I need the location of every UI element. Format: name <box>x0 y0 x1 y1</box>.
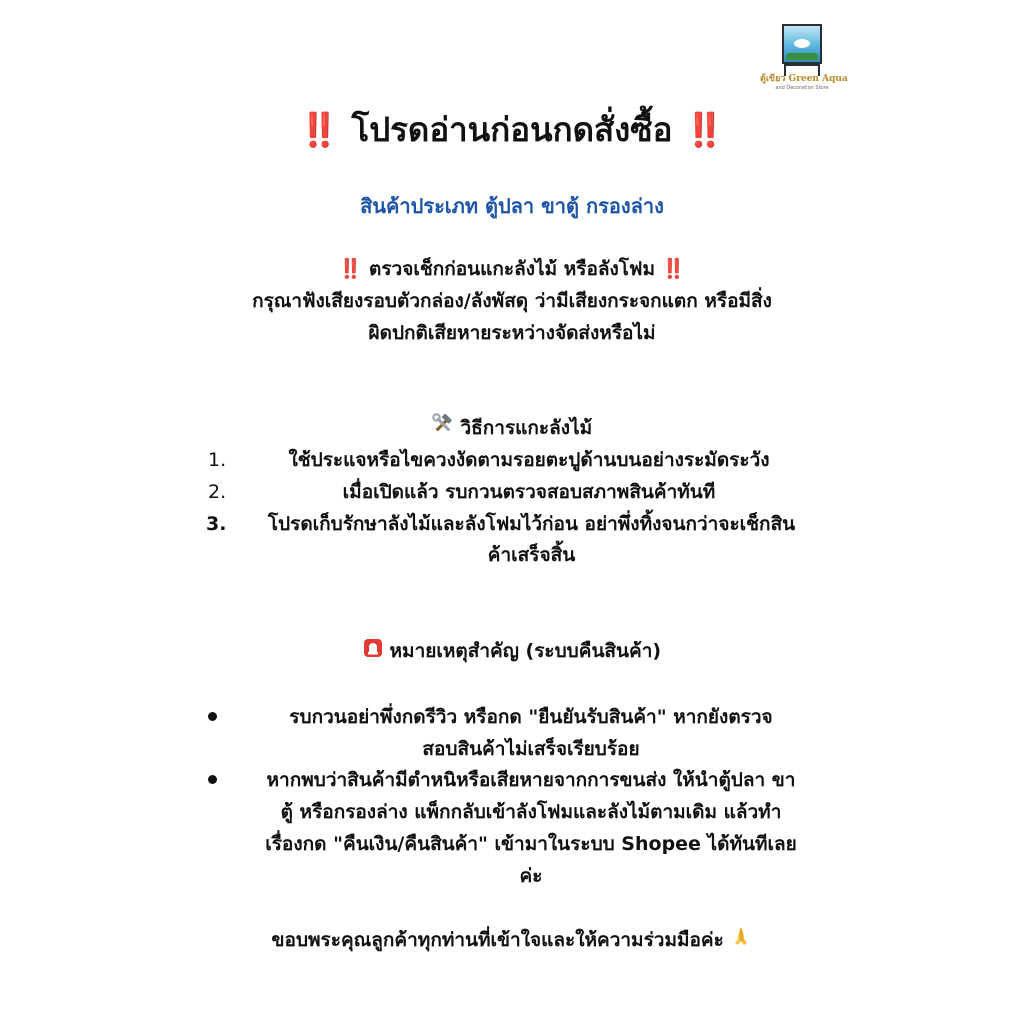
step-text: ใช้ประแจหรือไขควงงัดตามรอยตะปูด้านบนอย่างระมัดระวัง <box>288 449 770 471</box>
step-number: 2. <box>208 481 227 503</box>
thanks-line <box>0 925 1024 956</box>
double-exclamation-icon: ‼️ <box>298 110 340 149</box>
step-text: เมื่อเปิดแล้ว รบกวนตรวจสอบสภาพสินค้าทันที <box>342 481 716 503</box>
aquarium-icon <box>782 24 822 64</box>
page-title-text: โปรดอ่านก่อนกดสั่งซื้อ <box>351 110 673 149</box>
warning-heading <box>0 254 1024 284</box>
warning-line: ผิดปกติเสียหายระหว่างจัดส่งหรือไม่ <box>368 322 656 344</box>
double-exclamation-icon: ‼️ <box>338 258 363 280</box>
page-title <box>0 108 1024 152</box>
note-text: ตู้ หรือกรองล่าง แพ็กกลับเข้าลังโฟมและลังไม้ตามเดิม แล้วทำ <box>280 801 782 823</box>
brand-logo <box>760 24 848 94</box>
thanks-text: ขอบพระคุณลูกค้าทุกท่านที่เข้าใจและให้ความร่วมมือค่ะ <box>271 929 724 951</box>
warning-line: กรุณาฟังเสียงรอบตัวกล่อง/ลังพัสดุ ว่ามีเสียงกระจกแตก หรือมีสิ่ง <box>252 290 772 312</box>
bullet-dot <box>208 775 217 784</box>
note-text: เรื่องกด "คืนเงิน/คืนสินค้า" เข้ามาในระบบ Shopee ได้ทันทีเลย <box>265 833 797 855</box>
fish-shape <box>794 39 810 48</box>
plant-shape <box>786 53 818 60</box>
double-exclamation-icon: ‼️ <box>661 258 686 280</box>
note-text: รบกวนอย่าพึ่งกดรีวิว หรือกด "ยืนยันรับสินค้า" หากยังตรวจ <box>289 706 773 728</box>
warning-heading-text: ตรวจเช็กก่อนแกะลังไม้ หรือลังโฟม <box>369 258 655 280</box>
note-text: หากพบว่าสินค้ามีตำหนิหรือเสียหายจากการขนส่ง ให้นำตู้ปลา ขา <box>266 769 796 791</box>
bullet-dot <box>208 712 217 721</box>
notes-heading-text: หมายเหตุสำคัญ (ระบบคืนสินค้า) <box>389 640 662 662</box>
unbox-heading-text: วิธีการแกะลังไม้ <box>460 417 593 439</box>
step-text: ค้าเสร็จสิ้น <box>487 544 576 566</box>
product-category: สินค้าประเภท ตู้ปลา ขาตู้ กรองล่าง <box>360 194 664 218</box>
double-exclamation-icon: ‼️ <box>683 110 726 149</box>
step-number: 1. <box>208 449 227 471</box>
logo-name: ตู้เขียว Green Aqua <box>760 74 848 84</box>
folded-hands-icon <box>730 925 752 956</box>
note-text: ค่ะ <box>519 865 543 887</box>
step-text: โปรดเก็บรักษาลังไม้และลังโฟมไว้ก่อน อย่าพึ่งทิ้งจนกว่าจะเช็กสิน <box>267 513 796 535</box>
logo-tagline: and Decoration Store <box>775 85 829 91</box>
note-text: สอบสินค้าไม่เสร็จเรียบร้อย <box>422 738 640 760</box>
unbox-heading <box>0 413 1024 444</box>
rotating-light-icon <box>363 637 383 667</box>
step-number: 3. <box>206 513 227 535</box>
notes-heading <box>0 636 1024 667</box>
hammer-and-wrench-icon <box>432 413 454 444</box>
